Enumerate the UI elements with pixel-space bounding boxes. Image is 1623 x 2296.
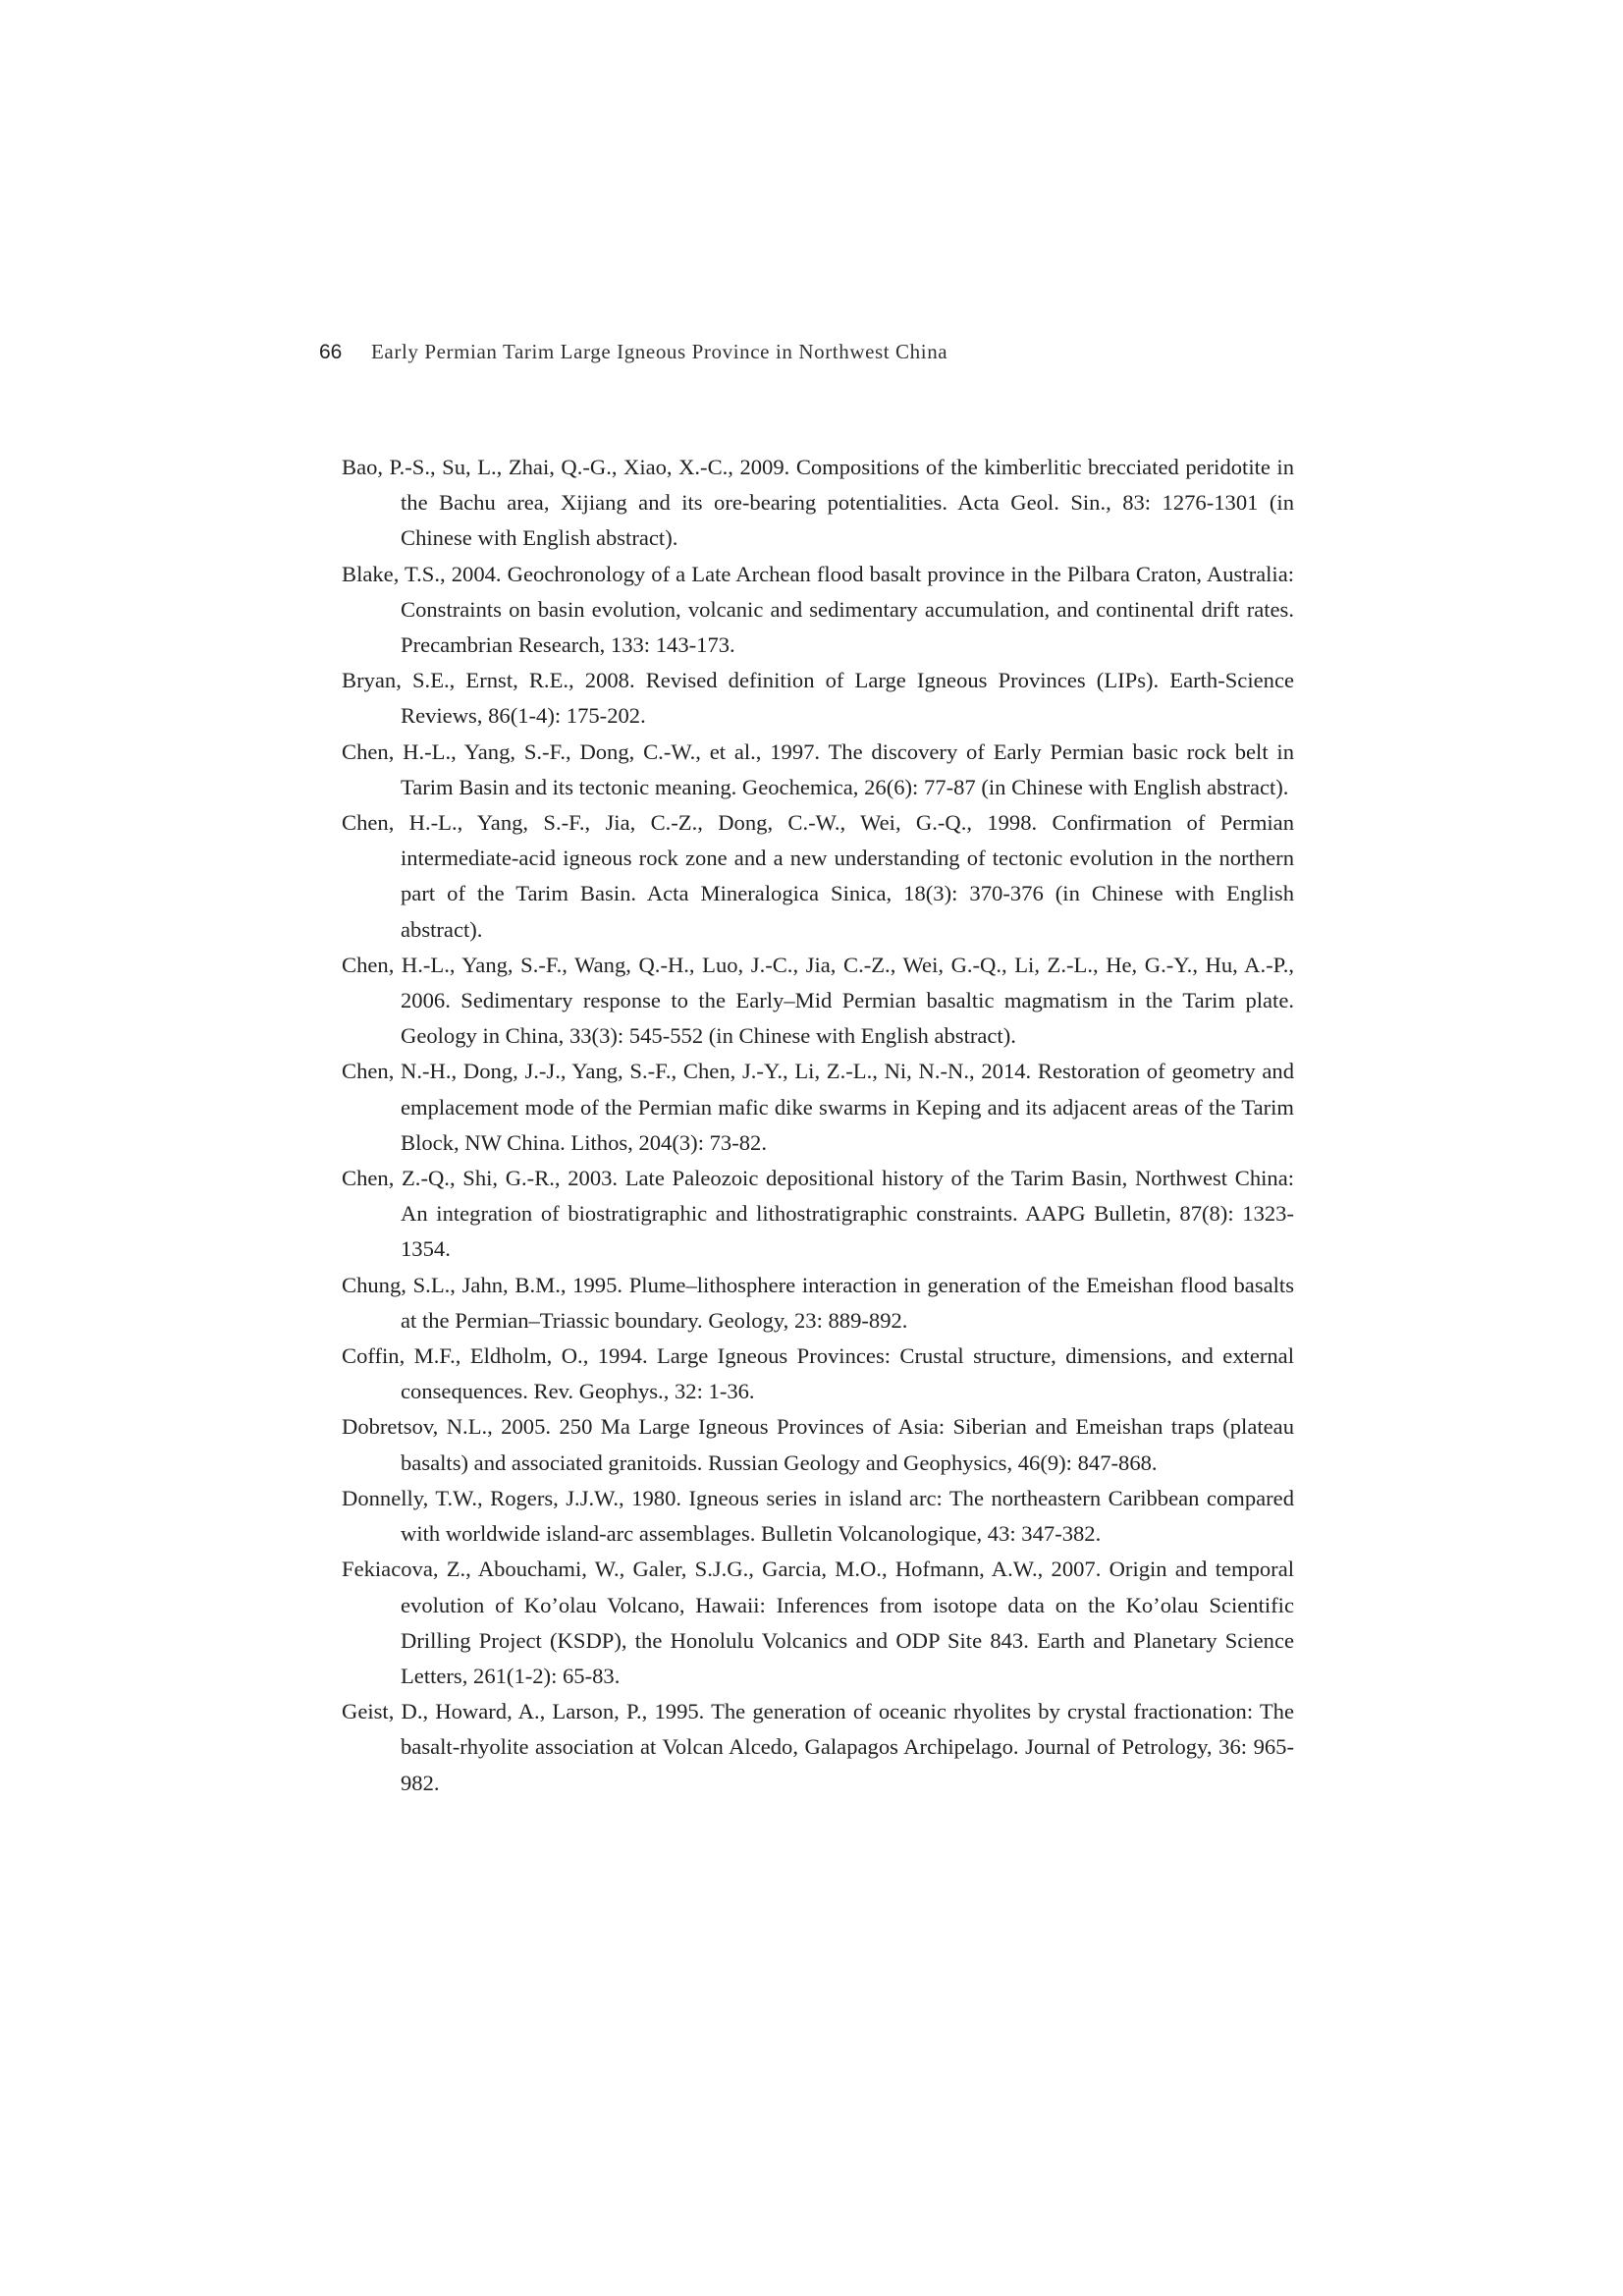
reference-item: Coffin, M.F., Eldholm, O., 1994. Large Igneous Provinces: Crustal structure, dimensions, and external consequences. Rev. Geophys., 32: 1-36. xyxy=(342,1343,1294,1404)
reference-item: Bryan, S.E., Ernst, R.E., 2008. Revised definition of Large Igneous Provinces (LIPs). Earth-Science Reviews, 86(1-4): 175-202. xyxy=(342,668,1294,729)
reference-item: Chen, Z.-Q., Shi, G.-R., 2003. Late Paleozoic depositional history of the Tarim Basin, Northwest China: An integration of biostratigraphic and lithostratigraphic constraints. AAPG Bulletin, 87(8): 1323-1354. xyxy=(342,1166,1294,1262)
reference-item: Fekiacova, Z., Abouchami, W., Galer, S.J.G., Garcia, M.O., Hofmann, A.W., 2007. Origin and temporal evolution of Ko’olau Volcano, Hawaii: Inferences from isotope data on the Ko’olau Scientific Drilling Project (KSDP), the Honolulu Volcanics and ODP Site 843. Earth and Planetary Science Letters, 261(1-2): 65-83. xyxy=(342,1557,1294,1688)
reference-item: Donnelly, T.W., Rogers, J.J.W., 1980. Igneous series in island arc: The northeastern Caribbean compared with worldwide island-arc assemblages. Bulletin Volcanologique, 43: 347-382. xyxy=(342,1485,1294,1547)
reference-item: Chen, H.-L., Yang, S.-F., Dong, C.-W., et al., 1997. The discovery of Early Permian basic rock belt in Tarim Basin and its tectonic meaning. Geochemica, 26(6): 77-87 (in Chinese with English abstract). xyxy=(342,738,1294,799)
running-head xyxy=(319,340,947,364)
reference-item: Chen, N.-H., Dong, J.-J., Yang, S.-F., Chen, J.-Y., Li, Z.-L., Ni, N.-N., 2014. Restoration of geometry and emplacement mode of the Permian mafic dike swarms in Keping and its adjacent areas of the Tarim Block, NW China. Lithos, 204(3): 73-82. xyxy=(342,1059,1294,1155)
reference-list xyxy=(342,450,1294,1801)
reference-item: Dobretsov, N.L., 2005. 250 Ma Large Igneous Provinces of Asia: Siberian and Emeishan traps (plateau basalts) and associated granitoids. Russian Geology and Geophysics, 46(9): 847-868. xyxy=(342,1414,1294,1475)
reference-item: Chung, S.L., Jahn, B.M., 1995. Plume–lithosphere interaction in generation of the Emeishan flood basalts at the Permian–Triassic boundary. Geology, 23: 889-892. xyxy=(342,1272,1294,1333)
reference-item: Blake, T.S., 2004. Geochronology of a Late Archean flood basalt province in the Pilbara Craton, Australia: Constraints on basin evolution, volcanic and sedimentary accumulation, and continental drift rates. Precambrian Research, 133: 143-173. xyxy=(342,561,1294,658)
reference-item: Chen, H.-L., Yang, S.-F., Jia, C.-Z., Dong, C.-W., Wei, G.-Q., 1998. Confirmation of Permian intermediate-acid igneous rock zone and a new understanding of tectonic evolution in the northern part of the Tarim Basin. Acta Mineralogica Sinica, 18(3): 370-376 (in Chinese with English abstract). xyxy=(342,810,1294,942)
reference-item: Geist, D., Howard, A., Larson, P., 1995. The generation of oceanic rhyolites by crystal fractionation: The basalt-rhyolite association at Volcan Alcedo, Galapagos Archipelago. Journal of Petrology, 36: 965-982. xyxy=(342,1699,1294,1795)
running-title: Early Permian Tarim Large Igneous Province in Northwest China xyxy=(371,340,948,363)
page-number: 66 xyxy=(319,341,343,363)
reference-item: Chen, H.-L., Yang, S.-F., Wang, Q.-H., Luo, J.-C., Jia, C.-Z., Wei, G.-Q., Li, Z.-L., He, G.-Y., Hu, A.-P., 2006. Sedimentary response to the Early–Mid Permian basaltic magmatism in the Tarim plate. Geology in China, 33(3): 545-552 (in Chinese with English abstract). xyxy=(342,952,1294,1049)
reference-item: Bao, P.-S., Su, L., Zhai, Q.-G., Xiao, X.-C., 2009. Compositions of the kimberlitic brecciated peridotite in the Bachu area, Xijiang and its ore-bearing potentialities. Acta Geol. Sin., 83: 1276-1301 (in Chinese with English abstract). xyxy=(342,455,1294,551)
